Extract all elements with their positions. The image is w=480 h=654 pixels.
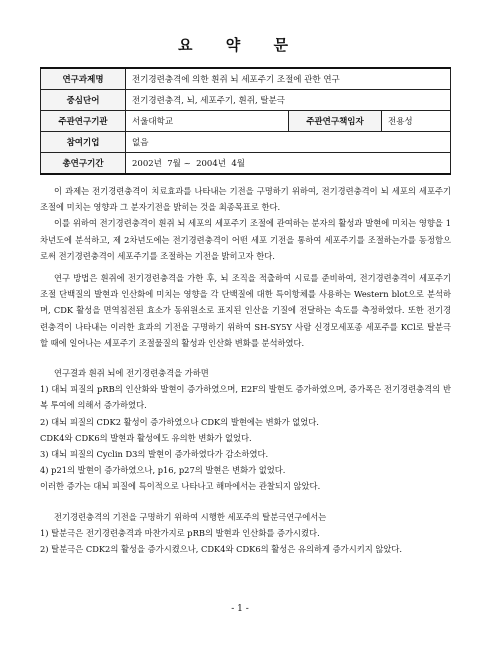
mechanism-item-1: 1) 탈분극은 전기경련충격과 마찬가지로 pRB의 발현과 인산화를 증가시켰다. [40,527,320,538]
table-row [41,153,451,175]
mechanism-item-2: 2) 탈분극은 CDK2의 활성을 증가시켰으나, CDK4와 CDK6의 활성은 유의하게 증가시키지 않았다. [40,544,403,555]
keywords-label: 중심단어 [41,90,126,111]
table-row [41,68,451,90]
paragraph-plan: 이를 위하여 전기경련충격이 흰쥐 뇌 세포의 세포주기 조절에 관여하는 분자의 활성과 발현에 미치는 영향을 1차년도에 분석하고, 제 2차년도에는 전기경련충격이 어떤 세포 기전을 통하여 세포주기를 조절하는가를 동정함으로써 전기경련충격이 세포주기를 조절하는 기전을 밝히고자 한다. [40,218,451,261]
principal-investigator-value: 전용성 [382,111,451,132]
result-item-2b: CDK4와 CDK6의 발현과 활성에도 유의한 변화가 없었다. [40,432,252,443]
summary-body [40,183,451,557]
institution-label: 주관연구기관 [41,111,126,132]
project-title-label: 연구과제명 [41,68,126,90]
project-title-value: 전기경련충격에 의한 흰쥐 뇌 세포주기 조절에 관한 연구 [126,68,451,90]
period-value: 2002년 7월 ~ 2004년 4월 [126,153,451,175]
result-item-3: 3) 대뇌 피질의 Cyclin D3의 발현이 증가하였다가 감소하였다. [40,449,269,460]
company-value: 없음 [126,132,451,153]
result-note: 이러한 증가는 대뇌 피질에 특이적으로 나타나고 해마에서는 관찰되지 않았다. [40,481,321,492]
mechanism-heading: 전기경련충격의 기전을 구명하기 위하여 시행한 세포주의 탈분극연구에서는 [54,511,327,522]
table-row [41,132,451,153]
result-item-4: 4) p21의 발현이 증가하였으나, p16, p27의 발현은 변화가 없었다. [40,465,286,476]
summary-info-table [40,67,451,175]
table-row [41,90,451,111]
paragraph-objective: 이 과제는 전기경련충격이 치료효과를 나타내는 기전을 구명하기 위하여, 전기경련충격이 뇌 세포의 세포주기 조절에 미치는 영향과 그 분자기전을 밝히는 것을 최종목표로 한다. [40,186,451,213]
result-item-2: 2) 대뇌 피질의 CDK2 활성이 증가하였으나 CDK의 발현에는 변화가 없었다. [40,416,319,427]
page-number: - 1 - [231,604,249,614]
principal-investigator-label: 주관연구책임자 [289,111,382,132]
result-item-1: 1) 대뇌 피질의 pRB의 인산화와 발현이 증가하였으며, E2F의 발현도 증가하였으며, 증가폭은 전기경련충격의 반복 투여에 의해서 증가하였다. [40,384,451,411]
page-title: 요 약 문 [178,36,302,54]
paragraph-methods: 연구 방법은 흰쥐에 전기경련충격을 가한 후, 뇌 조직을 적출하여 시료를 준비하여, 전기경련충격이 세포주기 조절 단백질의 발현과 인산화에 미치는 영향을 각 단백질에 대한 특이항체를 사용하는 Western blot으로 분석하며, CDK 활성을 면역침전된 효소가 동위원소로 표지된 인산을 기질에 전달하는 속도를 측정하였다. 또한 전기경련충격이 나타내는 이러한 효과의 기전을 구명하기 위하여 SH-SY5Y 사람 신경모세포종 세포주를 KCl로 탈분극할 때에 일어나는 세포주기 조절물질의 활성과 인산화 변화를 분석하였다. [40,273,451,348]
keywords-value: 전기경련충격, 뇌, 세포주기, 흰쥐, 탈분극 [126,90,451,111]
company-label: 참여기업 [41,132,126,153]
table-row [41,111,451,132]
institution-value: 서울대학교 [126,111,289,132]
results-heading: 연구결과 흰쥐 뇌에 전기경련충격을 가하면 [54,368,209,379]
period-label: 총연구기간 [41,153,126,175]
